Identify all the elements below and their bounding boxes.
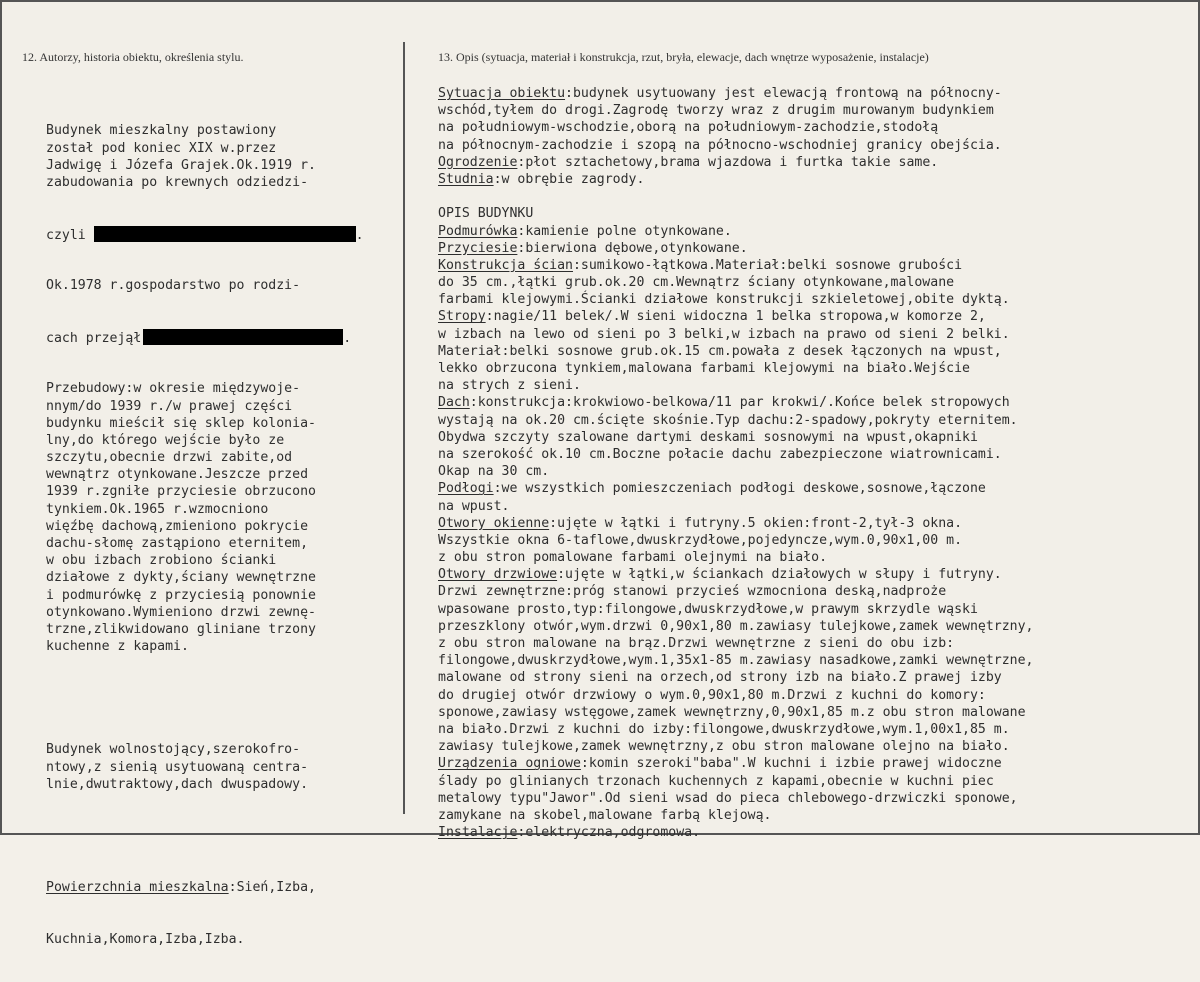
text-line: do 35 cm.,łątki grub.ok.20 cm.Wewnątrz ściany otynkowane,malowane [438, 275, 955, 291]
section-line [438, 566, 1188, 583]
text-line: Jadwigę i Józefa Grajek.Ok.1919 r. [46, 157, 316, 173]
text-line: filongowe,dwuskrzydłowe,wym.1,35x1-85 m.zawiasy nasadkowe,zamki wewnętrzne, [438, 653, 1034, 669]
section-line [438, 515, 1188, 532]
section-text: :ujęte w łątki,w ściankach działowych w słupy i futryny. [557, 567, 1002, 583]
section-label: Przyciesie [438, 240, 518, 256]
text-line: w izbach na lewo od sieni po 3 belki,w izbach na prawo od sieni 2 belki. [438, 326, 1010, 342]
right-column-text [438, 85, 1188, 841]
section-line [438, 394, 1188, 411]
section-text: :kamienie polne otynkowane. [517, 223, 732, 239]
text-line: na północnym-zachodzie i szopą na północno-wschodniej granicy obejścia. [438, 137, 1002, 153]
text-line: Przebudowy:w okresie międzywoje- [46, 381, 301, 397]
redaction-bar [94, 226, 356, 242]
section-text: :nagie/11 belek/.W sieni widoczna 1 belka stropowa,w komorze 2, [485, 309, 986, 325]
text-line: otynkowano.Wymieniono drzwi zewnę- [46, 604, 316, 620]
text-line: Budynek wolnostojący,szerokofro- [46, 742, 301, 758]
text-line: ntowy,z sienią usytuowaną centra- [46, 759, 309, 775]
history-paragraph-rebuilds [46, 380, 396, 655]
text-line: lny,do którego wejście było ze [46, 432, 285, 448]
text-line: sponowe,zawiasy wstęgowe,zamek wewnętrzny,0,90x1,85 m.z obu stron malowane [438, 704, 1026, 720]
text-line: cach przejął . [46, 330, 352, 346]
text-line: dachu-słomę zastąpiono eternitem, [46, 536, 309, 552]
section-line [438, 257, 1188, 274]
text-line: na szerokość ok.10 cm.Boczne połacie dachu zabezpieczone wiatrownicami. [438, 446, 1002, 462]
text-line: Ok.1978 r.gospodarstwo po rodzi- [46, 278, 301, 294]
text-line: ślady po glinianych trzonach kuchennych z kapami,obecnie w kuchni piec [438, 773, 994, 789]
redaction-bar [143, 329, 343, 345]
text-line: 1939 r.zgniłe przyciesie obrzucono [46, 484, 316, 500]
text-line: nnym/do 1939 r./w prawej części [46, 398, 293, 414]
text-line: przeszklony otwór,wym.drzwi 0,90x1,80 m.zawiasy tulejkowe,zamek wewnętrzny, [438, 618, 1034, 634]
text-line: Budynek mieszkalny postawiony [46, 123, 277, 139]
text-line: zawiasy tulejkowe,zamek wewnętrzny,z obu stron malowane olejno na biało. [438, 739, 1010, 755]
section-text: :komin szeroki"baba".W kuchni i izbie prawej widoczne [580, 756, 1002, 772]
text-line: lekko obrzucona tynkiem,malowana farbami klejowymi na biało.Wejście [438, 361, 970, 376]
text-line: budynku mieścił się sklep kolonia- [46, 415, 316, 431]
section-text: :budynek usytuowany jest elewacją frontową na północny- [565, 86, 1002, 101]
text-line: więźbę dachową,zmieniono pokrycie [46, 518, 309, 534]
text-line: Obydwa szczyty szalowane dartymi deskami sosnowymi na wpust,okapniki [438, 429, 978, 445]
text-line: malowane od strony sieni na orzech,od strony izb na biało.Z prawej izby [438, 670, 1002, 686]
section-line [438, 755, 1188, 772]
section-text: :bierwiona dębowe,otynkowane. [517, 240, 748, 256]
text-line: trzne,zlikwidowano gliniane trzony [46, 621, 316, 637]
section-label: Podmurówka [438, 223, 518, 239]
section-line [438, 308, 1188, 325]
text-line: i podmurówkę z przyciesią ponownie [46, 587, 316, 603]
text-line: na południowym-wschodzie,oborą na południowym-zachodzie,stodołą [438, 120, 939, 136]
section-label: Podłogi [438, 481, 494, 497]
history-paragraph-intro [46, 122, 396, 191]
text-line: do drugiej otwór drzwiowy o wym.0,90x1,80 m.Drzwi z kuchni do komory: [438, 687, 986, 703]
section-line [438, 85, 1188, 102]
section-text: :konstrukcja:krokwiowo-belkowa/11 par krokwi/.Końce belek stropowych [469, 395, 1010, 411]
text-line: wewnątrz otynkowane.Jeszcze przed [46, 467, 309, 483]
section-text: :ujęte w łątki i futryny.5 okien:front-2,tył-3 okna. [549, 515, 963, 531]
section-line [438, 223, 1188, 240]
text-line: tynkiem.Ok.1965 r.wzmocniono [46, 501, 269, 517]
text-line: wschód,tyłem do drogi.Zagrodę tworzy wraz z drugim murowanym budynkiem [438, 103, 994, 119]
text-line: w obu izbach zrobiono ścianki [46, 553, 277, 569]
text-line: działowe z dykty,ściany wewnętrzne [46, 570, 316, 586]
text-line: kuchenne z kapami. [46, 639, 189, 655]
section-line [438, 240, 1188, 257]
right-column-header: 13. Opis (sytuacja, materiał i konstrukcja, rzut, bryła, elewacje, dach wnętrze wyposażenie, instalacje) [438, 50, 929, 64]
text-line: szczytu,obecnie drzwi zabite,od [46, 450, 293, 466]
section-line [438, 480, 1188, 497]
section-label: Studnia [438, 171, 494, 187]
text-line: zabudowania po krewnych odziedzi- [46, 174, 309, 190]
text-line: metalowy typu"Jawor".Od sieni wsad do pieca chlebowego-drzwiczki sponowe, [438, 790, 1018, 806]
text-line: na biało.Drzwi z kuchni do izby:filongowe,dwuskrzydłowe,wym.1,00x1,85 m. [438, 721, 1010, 737]
section-text: :płot sztachetowy,brama wjazdowa i furtka takie same. [517, 154, 939, 170]
text-line: na wpust. [438, 498, 510, 514]
section-text: OPIS BUDYNKU [438, 206, 534, 222]
section-text: :sumikowo-łątkowa.Materiał:belki sosnowe grubości [572, 257, 963, 273]
text-line: został pod koniec XIX w.przez [46, 140, 277, 156]
section-label: Otwory drzwiowe [438, 567, 558, 583]
living-area-line: Powierzchnia mieszkalna:Sień,Izba, [46, 879, 316, 895]
section-label: Stropy [438, 309, 486, 325]
section-line [438, 824, 1188, 841]
column-divider [403, 42, 405, 814]
living-area-label: Powierzchnia mieszkalna [46, 879, 229, 895]
left-column-text [46, 88, 396, 982]
section-label: Instalacje [438, 825, 518, 841]
text-line: Drzwi zewnętrzne:próg stanowi przycieś wzmocniona deską,nadproże [438, 584, 947, 600]
building-description-paragraph [46, 741, 396, 793]
section-label: Sytuacja obiektu [438, 86, 566, 101]
section-text: :w obrębie zagrody. [493, 171, 645, 187]
section-label: Konstrukcja ścian [438, 257, 573, 273]
text-line: wystają na ok.20 cm.ścięte skośnie.Typ dachu:2-spadowy,pokryty eternitem. [438, 412, 1018, 428]
text-line: Materiał:belki sosnowe grub.ok.15 cm.powała z desek łączonych na wpust, [438, 343, 1002, 359]
text-line: wpasowane prosto,typ:filongowe,dwuskrzydłowe,w prawym skrzydle wąski [438, 601, 978, 617]
text-line: z obu stron pomalowane farbami olejnymi na biało. [438, 550, 828, 566]
section-text: :we wszystkich pomieszczeniach podłogi deskowe,sosnowe,łączone [493, 481, 986, 497]
text-line: zamykane na skobel,malowane farbą klejową. [438, 807, 772, 823]
text-line: Wszystkie okna 6-taflowe,dwuskrzydłowe,pojedyncze,wym.0,90x1,00 m. [438, 532, 963, 548]
section-line [438, 154, 1188, 171]
section-text: :elektryczna,odgromowa. [517, 825, 701, 841]
text-line: Okap na 30 cm. [438, 464, 550, 480]
text-line: z obu stron malowane na brąz.Drzwi wewnętrzne z sieni do obu izb: [438, 636, 955, 651]
section-line [438, 205, 1188, 222]
section-label: Ogrodzenie [438, 154, 518, 170]
section-label: Urządzenia ogniowe [438, 756, 581, 772]
left-column-header: 12. Autorzy, historia obiektu, określenia stylu. [22, 50, 244, 64]
text-line: na strych z sieni. [438, 378, 581, 394]
section-label: Otwory okienne [438, 515, 550, 531]
text-line: czyli . [46, 227, 364, 243]
section-line [438, 171, 1188, 188]
text-line: lnie,dwutraktowy,dach dwuspadowy. [46, 776, 309, 792]
text-line: farbami klejowymi.Ścianki działowe konstrukcji szkieletowej,obite dyktą. [438, 292, 1010, 308]
living-area-rooms: Kuchnia,Komora,Izba,Izba. [46, 931, 245, 947]
section-label: Dach [438, 395, 470, 411]
